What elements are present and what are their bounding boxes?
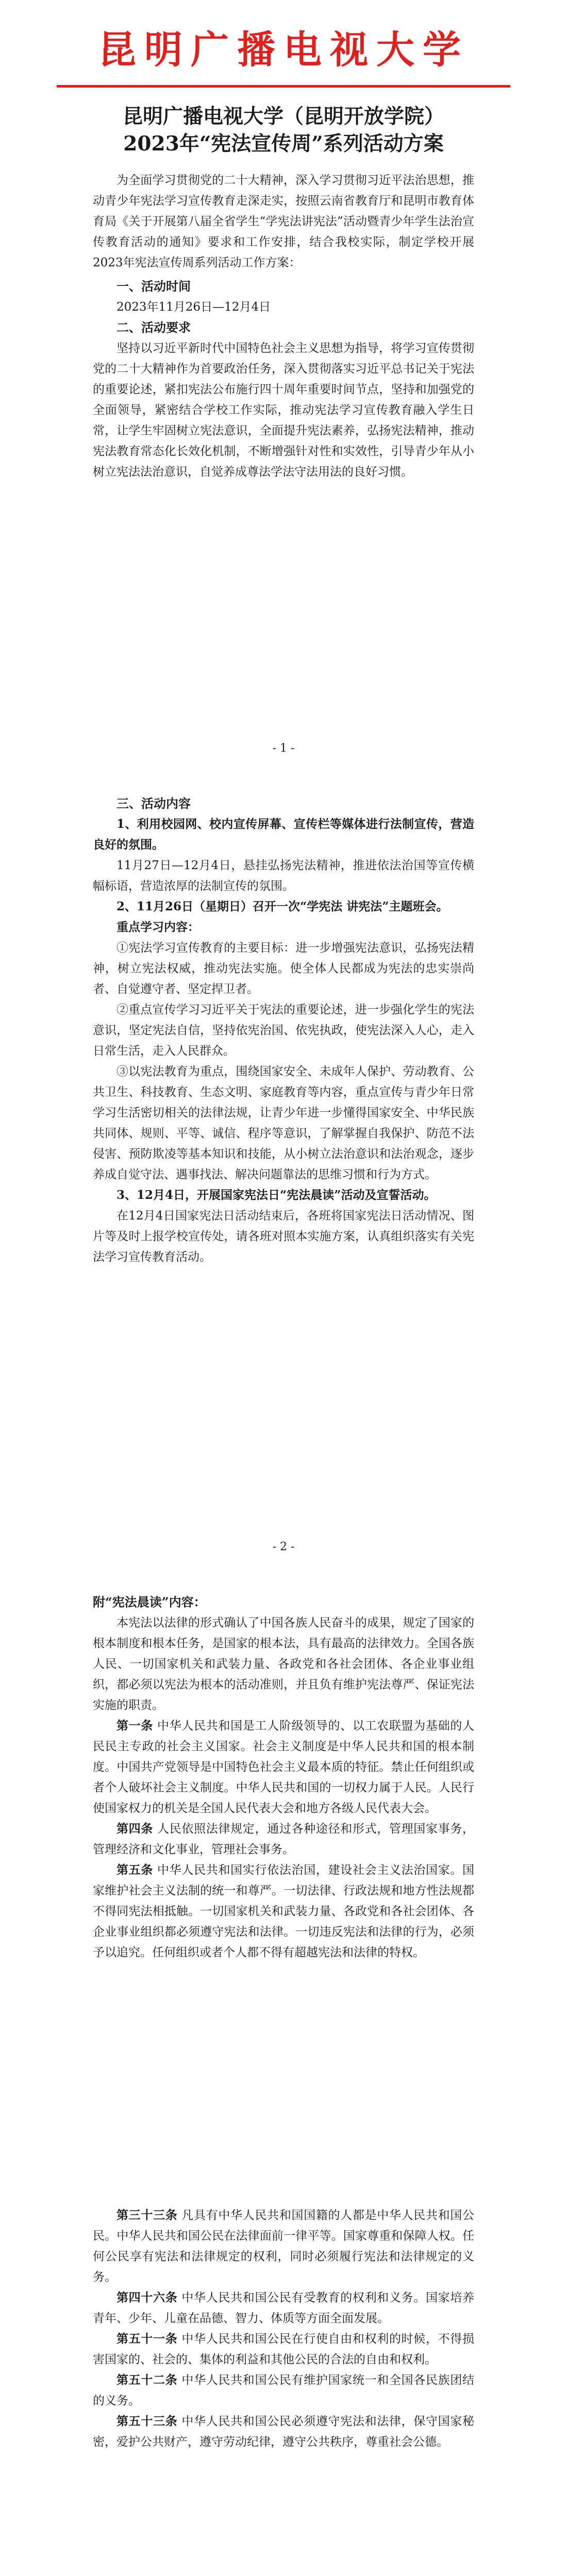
item3-title: 3、12月4日，开展国家宪法日“宪法晨读”活动及宣誓活动。 bbox=[116, 1188, 436, 1202]
red-rule bbox=[57, 85, 510, 88]
article-33 bbox=[93, 2205, 474, 2287]
item2-subheading: 重点学习内容： bbox=[116, 920, 199, 934]
item2-point-2: ②重点宣传学习习近平关于宪法的重要论述，进一步强化学生的宪法意识，坚定宪法自信，坚持依宪治国、依宪执政，使宪法深入人心，走入日常生活，走入人民群众。 bbox=[93, 1003, 474, 1058]
item3-text: 在12月4日国家宪法日活动结束后，各班将国家宪法日活动情况、图片等及时上报学校宣传处，请各班对照本实施方案，认真组织落实有关宪法学习宣传教育活动。 bbox=[93, 1209, 474, 1264]
article-46 bbox=[93, 2287, 474, 2329]
article-4 bbox=[93, 1819, 474, 1860]
intro-paragraph: 为全面学习贯彻党的二十大精神，深入学习贯彻习近平法治思想，推动青少年宪法学习宣传教育走深走实，按照云南省教育厅和昆明市教育体育局《关于开展第八届全省学生“学宪法讲宪法”活动暨青少年学生法治宣传教育活动的通知》要求和工作安排，结合我校实际，制定学校开展2023年宪法宣传周系列活动工作方案： bbox=[93, 174, 474, 269]
intro-section bbox=[93, 170, 474, 482]
doc-title-line2: 2023年“宪法宣传周”系列活动方案 bbox=[123, 132, 444, 156]
article-33-text: 凡具有中华人民共和国国籍的人都是中华人民共和国公民。中华人民共和国公民在法律面前一律平等。国家尊重和保障人权。任何公民享有宪法和法律规定的权利，同时必须履行宪法和法律规定的义务。 bbox=[93, 2209, 475, 2284]
section3-heading: 三、活动内容 bbox=[116, 796, 191, 811]
article-5-text: 中华人民共和国实行依法治国，建设社会主义法治国家。国家维护社会主义法制的统一和尊严。一切法律、行政法规和地方性法规都不得同宪法相抵触。一切国家机关和武装力量、各政党和各社会团体、各企业事业组织都必须遵守宪法和法律。一切违反宪法和法律的行为，必须予以追究。任何组织或者个人都不得有超越宪法和法律的特权。 bbox=[93, 1863, 475, 1959]
page-number-2: - 2 - bbox=[272, 1540, 295, 1553]
preamble-text: 本宪法以法律的形式确认了中国各族人民奋斗的成果，规定了国家的根本制度和根本任务，是国家的根本法，具有最高的法律效力。全国各族人民、一切国家机关和武装力量、各政党和各社会团体、各企业事业组织，都必须以宪法为根本的活动准则，并且负有维护宪法尊严、保证宪法实施的职责。 bbox=[93, 1616, 474, 1712]
article-1 bbox=[93, 1716, 474, 1819]
excerpt-heading: 附“宪法晨读”内容： bbox=[93, 1595, 206, 1609]
item2-point-3: ③以宪法教育为重点，围绕国家安全、未成年人保护、劳动教育、公共卫生、科技教育、生态文明、家庭教育等内容，重点宣传与青少年日常学习生活密切相关的法律法规，让青少年进一步懂得国家安全、中华民族共同体、规则、平等、诚信、程序等意识，了解掌握自我保护、防范不法侵害、预防欺凌等基本知识和技能，从小树立法治意识和法治观念，逐步养成自觉守法、遇事找法、解决问题靠法的思维习惯和行为方式。 bbox=[93, 1065, 474, 1181]
item2-title: 2、11月26日（星期日）召开一次“学宪法 讲宪法”主题班会。 bbox=[116, 900, 448, 913]
page-number-1: - 1 - bbox=[272, 742, 295, 755]
section1-heading: 一、活动时间 bbox=[116, 279, 191, 294]
article-51 bbox=[93, 2329, 474, 2370]
masthead: 昆明广播电视大学 bbox=[98, 28, 469, 72]
article-1-text: 中华人民共和国是工人阶级领导的、以工农联盟为基础的人民民主专政的社会主义国家。社会主义制度是中华人民共和国的根本制度。中国共产党领导是中国特色社会主义最本质的特征。禁止任何组织或者个人破坏社会主义制度。中华人民共和国的一切权力属于人民。人民行使国家权力的机关是全国人民代表大会和地方各级人民代表大会。 bbox=[93, 1719, 475, 1815]
section2-text: 坚持以习近平新时代中国特色社会主义思想为指导，将学习宣传贯彻党的二十大精神作为首要政治任务，深入贯彻落实习近平总书记关于宪法的重要论述，紧扣宪法公布施行四十周年重要时间节点，坚持和加强党的全面领导，紧密结合学校工作实际，推动宪法学习宣传教育融入学生日常，让学生牢固树立宪法意识，全面提升宪法素养，弘扬宪法精神，推动宪法教育常态化长效化机制，不断增强针对性和实效性，引导青少年从小树立宪法法治意识，自觉养成尊法学法守法用法的良好习惯。 bbox=[93, 342, 474, 479]
article-51-text: 中华人民共和国公民在行使自由和权利的时候，不得损害国家的、社会的、集体的利益和其他公民的合法的自由和权利。 bbox=[93, 2332, 475, 2366]
article-46-text: 中华人民共和国公民有受教育的权利和义务。国家培养青年、少年、儿童在品德、智力、体质等方面全面发展。 bbox=[93, 2291, 475, 2325]
item1-title: 1、利用校园网、校内宣传屏幕、宣传栏等媒体进行法制宣传，营造良好的氛围。 bbox=[93, 817, 474, 852]
article-33-no: 第三十三条 bbox=[116, 2208, 178, 2222]
article-5-no: 第五条 bbox=[116, 1863, 154, 1877]
article-52 bbox=[93, 2370, 474, 2411]
item1-text: 11月27日—12月4日，悬挂弘扬宪法精神，推进依法治国等宣传横幅标语，营造浓厚的法制宣传的氛围。 bbox=[93, 859, 474, 893]
section1-text: 2023年11月26日—12月4日 bbox=[116, 300, 271, 314]
article-4-no: 第四条 bbox=[116, 1822, 154, 1836]
article-5 bbox=[93, 1860, 474, 1963]
excerpt-section bbox=[93, 1592, 474, 1963]
section2-heading: 二、活动要求 bbox=[116, 320, 191, 335]
article-4-text: 人民依照法律规定，通过各种途径和形式，管理国家事务，管理经济和文化事业，管理社会事务。 bbox=[93, 1822, 475, 1856]
article-1-no: 第一条 bbox=[116, 1719, 154, 1733]
article-46-no: 第四十六条 bbox=[116, 2291, 178, 2304]
section3 bbox=[93, 793, 474, 1267]
item2-point-1: ①宪法学习宣传教育的主要目标：进一步增强宪法意识，弘扬宪法精神，树立宪法权威，推动宪法实施。使全体人民都成为宪法的忠实崇尚者、自觉遵守者、坚定捍卫者。 bbox=[93, 941, 474, 996]
excerpt-section-cont bbox=[93, 2205, 474, 2452]
article-53 bbox=[93, 2411, 474, 2452]
article-51-no: 第五十一条 bbox=[116, 2332, 178, 2346]
article-53-text: 中华人民共和国公民必须遵守宪法和法律，保守国家秘密，爱护公共财产，遵守劳动纪律，遵守公共秩序，尊重社会公德。 bbox=[93, 2415, 475, 2449]
doc-title-line1: 昆明广播电视大学（昆明开放学院） bbox=[122, 105, 444, 128]
article-52-no: 第五十二条 bbox=[116, 2373, 178, 2387]
article-53-no: 第五十三条 bbox=[116, 2414, 178, 2428]
article-52-text: 中华人民共和国公民有维护国家统一和全国各民族团结的义务。 bbox=[93, 2374, 475, 2408]
